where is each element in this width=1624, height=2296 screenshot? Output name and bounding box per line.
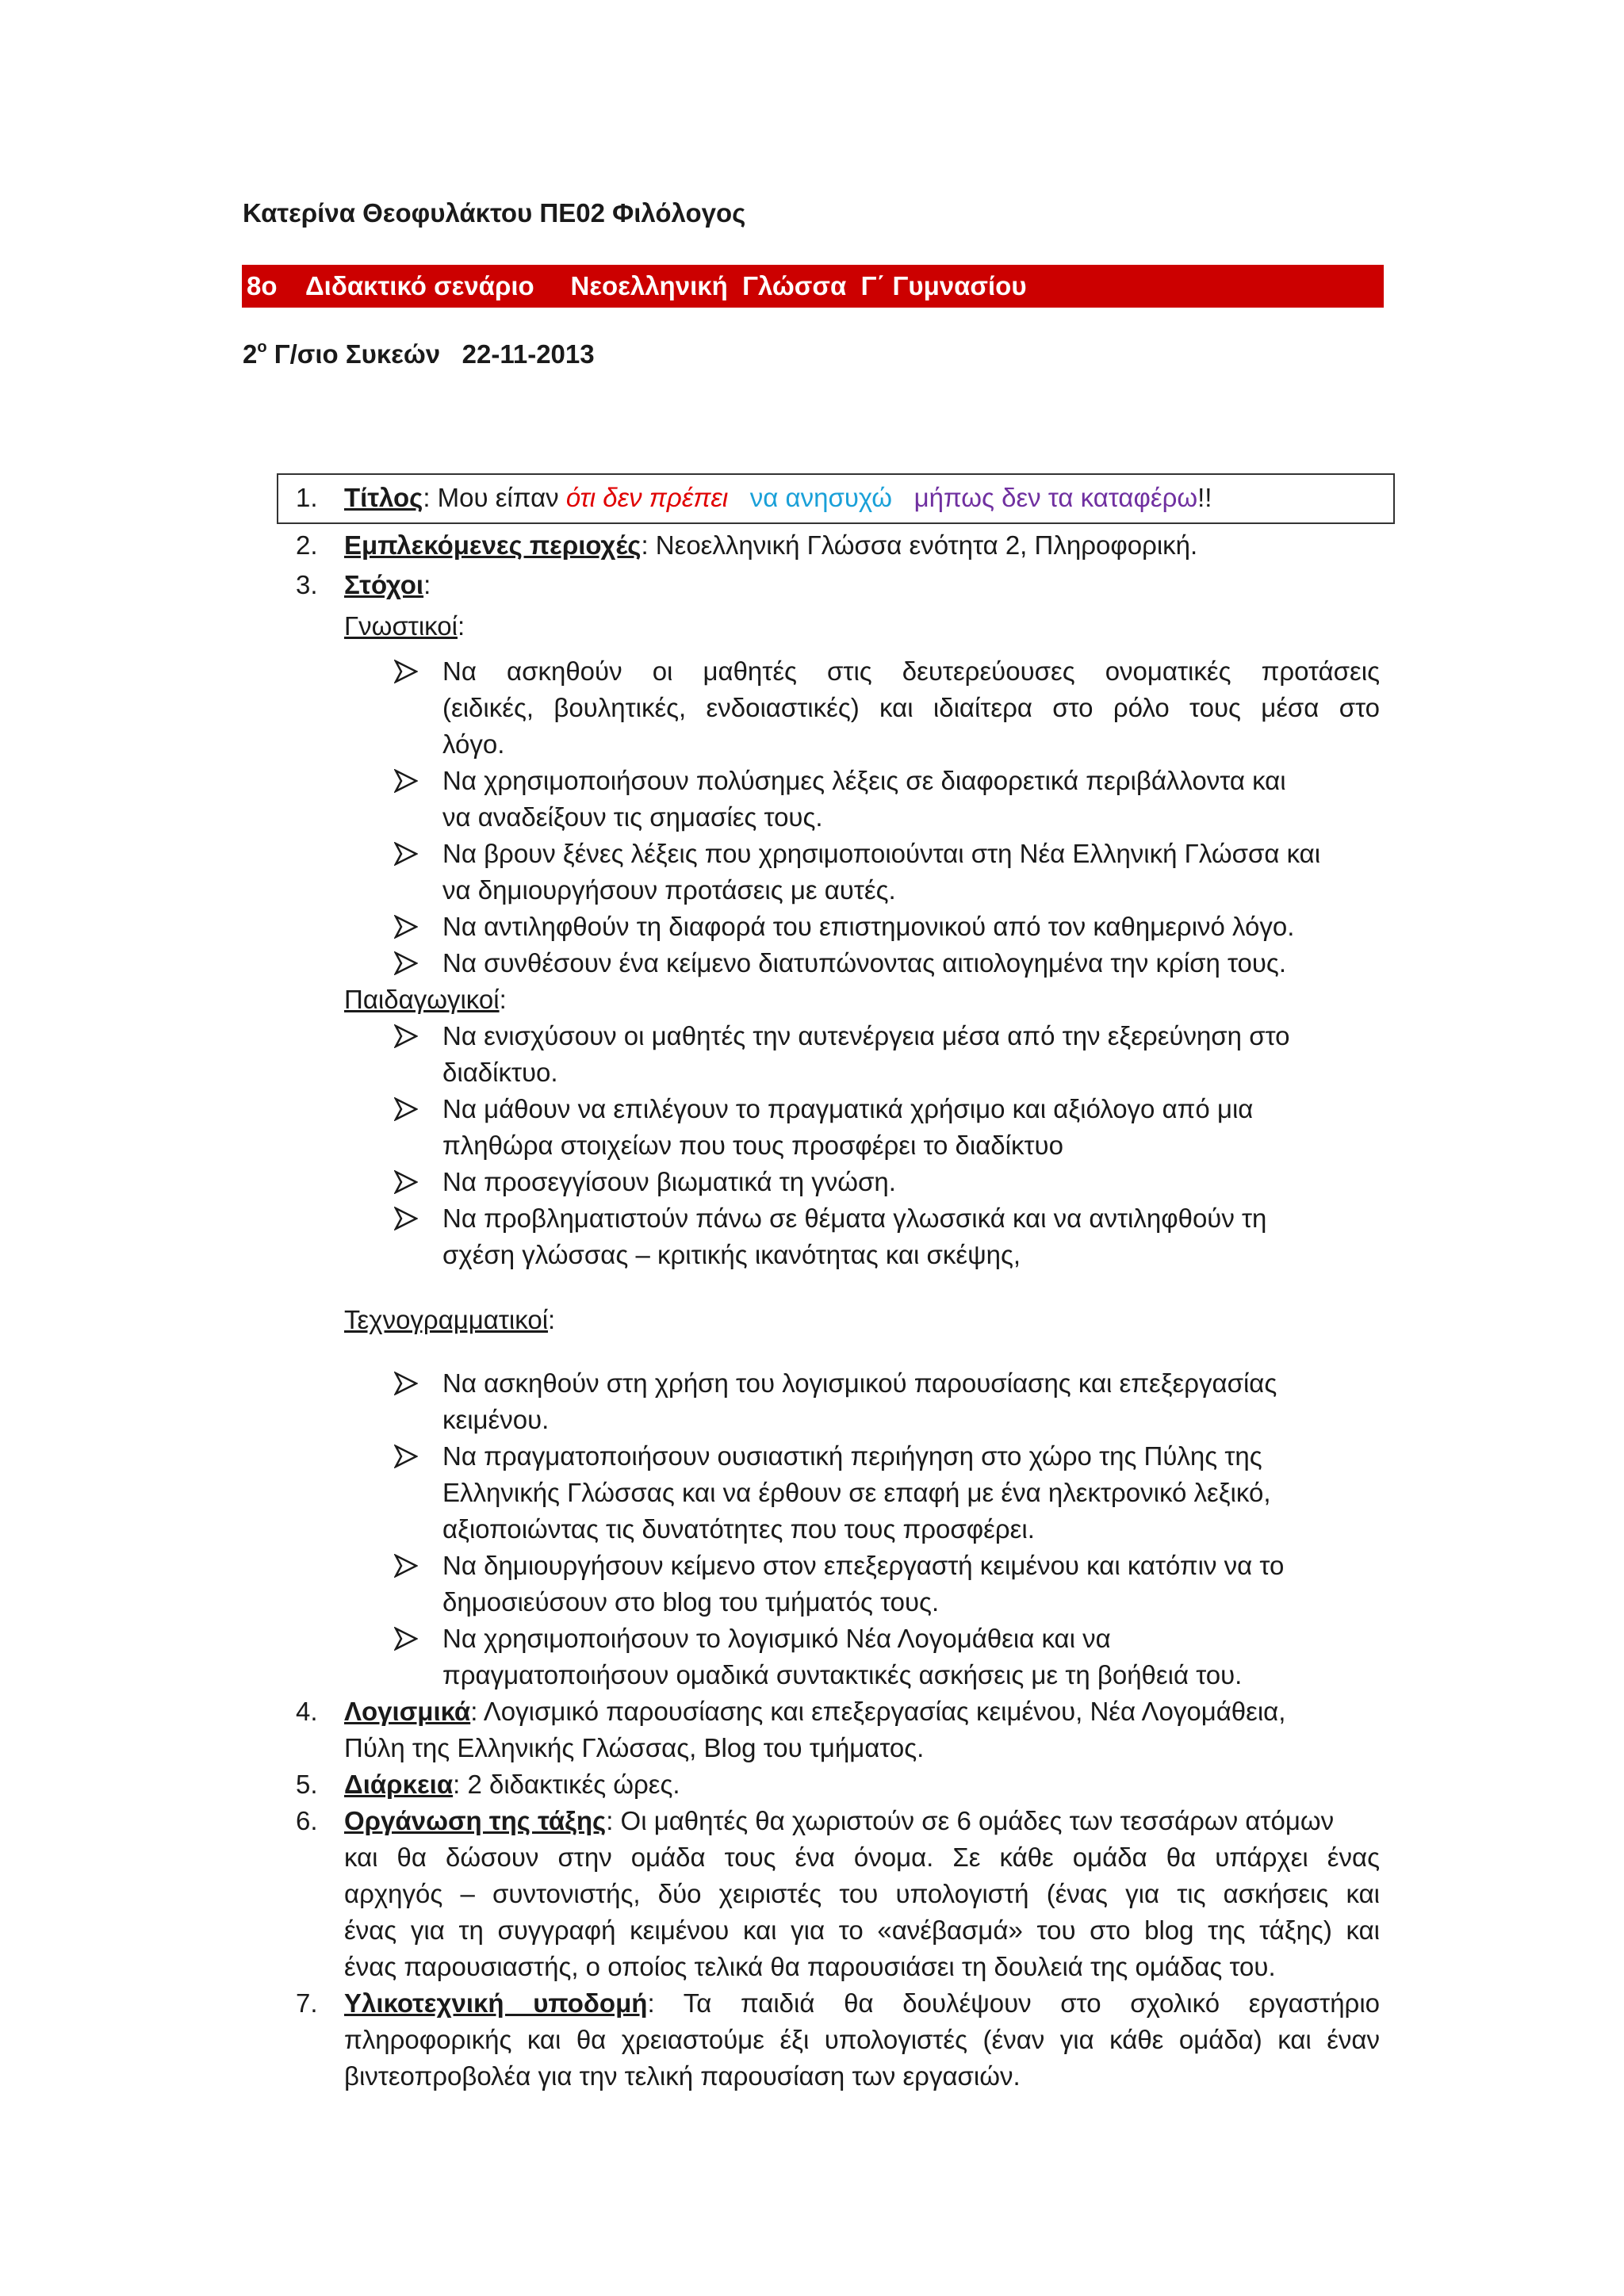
pedagogical-goal-1a: Να ενισχύσουν οι μαθητές την αυτενέργεια μέσα από την εξερεύνηση στο — [442, 1021, 1290, 1050]
cognitive-goal-3a: Να βρουν ξένες λέξεις που χρησιμοποιούνται στη Νέα Ελληνική Γλώσσα και — [442, 839, 1321, 868]
arrow-bullet-icon — [394, 1445, 418, 1468]
software-text-a: : Λογισμικό παρουσίασης και επεξεργασίας κειμένου, Νέα Λογομάθεια, — [470, 1697, 1286, 1726]
arrow-bullet-icon — [394, 1627, 418, 1651]
item-number: 5. — [296, 1770, 318, 1799]
software-line-1 — [344, 1693, 1285, 1730]
pedagogical-heading — [344, 982, 507, 1018]
cognitive-goal-5: Να συνθέσουν ένα κείμενο διατυπώνοντας αιτιολογημένα την κρίση τους. — [442, 948, 1287, 978]
organization-label: Οργάνωση της τάξης — [344, 1806, 607, 1835]
organization-line-4: ένας για τη συγγραφή κειμένου και για το «ανέβασμά» του στο blog της τάξης) και — [344, 1915, 1380, 1945]
organization-line-1 — [344, 1803, 1334, 1839]
software-label: Λογισμικά — [344, 1697, 471, 1726]
title-prefix: : Μου είπαν — [423, 483, 566, 512]
duration-label: Διάρκεια — [344, 1770, 454, 1799]
organization-line-5: ένας παρουσιαστής, ο οποίος τελικά θα παρουσιάσει τη δουλειά της ομάδας του. — [344, 1952, 1276, 1981]
colon: : — [499, 985, 507, 1014]
areas-text: : Νεοελληνική Γλώσσα ενότητα 2, Πληροφορική. — [641, 530, 1198, 560]
infrastructure-line-1 — [344, 1985, 1380, 2022]
colon: : — [548, 1305, 556, 1334]
arrow-bullet-icon — [394, 1024, 418, 1048]
cognitive-goal-2b: να αναδείξουν τις σημασίες τους. — [442, 802, 823, 832]
infrastructure-line-3: βιντεοπροβολέα για την τελική παρουσίαση των εργασιών. — [344, 2061, 1021, 2091]
technical-label: Τεχνογραμματικοί — [344, 1305, 549, 1334]
arrow-bullet-icon — [394, 1097, 418, 1121]
pedagogical-goal-4a: Να προβληματιστούν πάνω σε θέματα γλωσσικά και να αντιληφθούν τη — [442, 1203, 1267, 1233]
software-line-2: Πύλη της Ελληνικής Γλώσσας, Blog του τμήματος. — [344, 1733, 925, 1762]
pedagogical-goal-4b: σχέση γλώσσας – κριτικής ικανότητας και σκέψης, — [442, 1240, 1021, 1269]
cognitive-goal-1c: λόγο. — [442, 729, 505, 759]
arrow-bullet-icon — [394, 951, 418, 975]
pedagogical-goal-2b: πληθώρα στοιχείων που τους προσφέρει το διαδίκτυο — [442, 1131, 1063, 1160]
technical-goal-2a: Να πραγματοποιήσουν ουσιαστική περιήγηση στο χώρο της Πύλης της — [442, 1441, 1262, 1471]
technical-goal-2b: Ελληνικής Γλώσσας και να έρθουν σε επαφή με ένα ηλεκτρονικό λεξικό, — [442, 1478, 1271, 1507]
item-number: 2. — [296, 530, 318, 560]
arrow-bullet-icon — [394, 1372, 418, 1395]
item-number: 7. — [296, 1988, 318, 2018]
infrastructure-label: Υλικοτεχνική υποδομή — [344, 1988, 648, 2018]
cognitive-heading — [344, 608, 465, 645]
cognitive-goal-3b: να δημιουργήσουν προτάσεις με αυτές. — [442, 875, 896, 905]
duration-text: : 2 διδακτικές ώρες. — [453, 1770, 680, 1799]
technical-goal-4b: πραγματοποιήσουν ομαδικά συντακτικές ασκήσεις με τη βοήθειά του. — [442, 1660, 1243, 1689]
school-date-line — [243, 339, 595, 369]
areas-line — [344, 527, 1197, 564]
author-line: Κατερίνα Θεοφυλάκτου ΠΕ02 Φιλόλογος — [243, 198, 746, 228]
arrow-bullet-icon — [394, 660, 418, 683]
organization-text-a: : Οι μαθητές θα χωριστούν σε 6 ομάδες των τεσσάρων ατόμων — [606, 1806, 1335, 1835]
technical-goal-3a: Να δημιουργήσουν κείμενο στον επεξεργαστή κειμένου και κατόπιν να το — [442, 1551, 1285, 1580]
technical-goal-1a: Να ασκηθούν στη χρήση του λογισμικού παρουσίασης και επεξεργασίας — [442, 1368, 1277, 1398]
school-name-date: Γ/σιο Συκεών 22-11-2013 — [266, 339, 595, 369]
title-purple-text: μήπως δεν τα καταφέρω — [914, 483, 1198, 512]
arrow-bullet-icon — [394, 1554, 418, 1578]
colon: : — [457, 611, 465, 641]
goals-label: Στόχοι — [344, 570, 424, 599]
goals-colon: : — [423, 570, 431, 599]
title-line — [344, 480, 1212, 516]
arrow-bullet-icon — [394, 915, 418, 939]
item-number: 3. — [296, 570, 318, 599]
duration-line — [344, 1766, 680, 1803]
organization-line-2: και θα δώσουν στην ομάδα τους ένα όνομα. Σε κάθε ομάδα θα υπάρχει ένας — [344, 1843, 1380, 1872]
arrow-bullet-icon — [394, 1170, 418, 1194]
item-number: 6. — [296, 1806, 318, 1835]
goals-line — [344, 567, 431, 603]
arrow-bullet-icon — [394, 769, 418, 793]
technical-goal-4a: Να χρησιμοποιήσουν το λογισμικό Νέα Λογομάθεια και να — [442, 1624, 1111, 1653]
title-red-text: ότι δεν πρέπει — [565, 483, 729, 512]
technical-heading — [344, 1302, 555, 1338]
scenario-banner: 8ο Διδακτικό σενάριο Νεοελληνική Γλώσσα Γ΄ Γυμνασίου — [242, 265, 1384, 308]
title-cyan-text: να ανησυχώ — [749, 483, 893, 512]
cognitive-goal-1a: Να ασκηθούν οι μαθητές στις δευτερεύουσες ονοματικές προτάσεις — [442, 656, 1380, 686]
organization-line-3: αρχηγός – συντονιστής, δύο χειριστές του υπολογιστή (ένας για τις ασκήσεις και — [344, 1879, 1380, 1908]
item-number: 1. — [296, 483, 318, 512]
pedagogical-goal-2a: Να μάθουν να επιλέγουν το πραγματικά χρήσιμο και αξιόλογο από μια — [442, 1094, 1254, 1123]
cognitive-goal-4: Να αντιληφθούν τη διαφορά του επιστημονικού από τον καθημερινό λόγο. — [442, 912, 1295, 941]
cognitive-goal-1b: (ειδικές, βουλητικές, ενδοιαστικές) και ιδιαίτερα στο ρόλο τους μέσα στο — [442, 693, 1380, 722]
infrastructure-text-a: : Τα παιδιά θα δουλέψουν στο σχολικό εργαστήριο — [647, 1988, 1380, 2018]
technical-goal-2c: αξιοποιώντας τις δυνατότητες που τους προσφέρει. — [442, 1514, 1035, 1544]
arrow-bullet-icon — [394, 1207, 418, 1230]
item-number: 4. — [296, 1697, 318, 1726]
school-ordinal-sup: ο — [257, 339, 267, 356]
pedagogical-goal-1b: διαδίκτυο. — [442, 1058, 558, 1087]
areas-label: Εμπλεκόμενες περιοχές — [344, 530, 642, 560]
infrastructure-line-2: πληροφορικής και θα χρειαστούμε έξι υπολογιστές (έναν για κάθε ομάδα) και έναν — [344, 2025, 1380, 2054]
title-suffix: !! — [1197, 483, 1212, 512]
school-ordinal: 2 — [243, 339, 258, 369]
pedagogical-goal-3: Να προσεγγίσουν βιωματικά τη γνώση. — [442, 1167, 896, 1196]
technical-goal-1b: κειμένου. — [442, 1405, 550, 1434]
pedagogical-label: Παιδαγωγικοί — [344, 985, 500, 1014]
cognitive-label: Γνωστικοί — [344, 611, 458, 641]
arrow-bullet-icon — [394, 842, 418, 866]
technical-goal-3b: δημοσιεύσουν στο blog του τμήματός τους. — [442, 1587, 940, 1617]
cognitive-goal-2a: Να χρησιμοποιήσουν πολύσημες λέξεις σε διαφορετικά περιβάλλοντα και — [442, 766, 1286, 795]
title-label: Τίτλος — [344, 483, 423, 512]
